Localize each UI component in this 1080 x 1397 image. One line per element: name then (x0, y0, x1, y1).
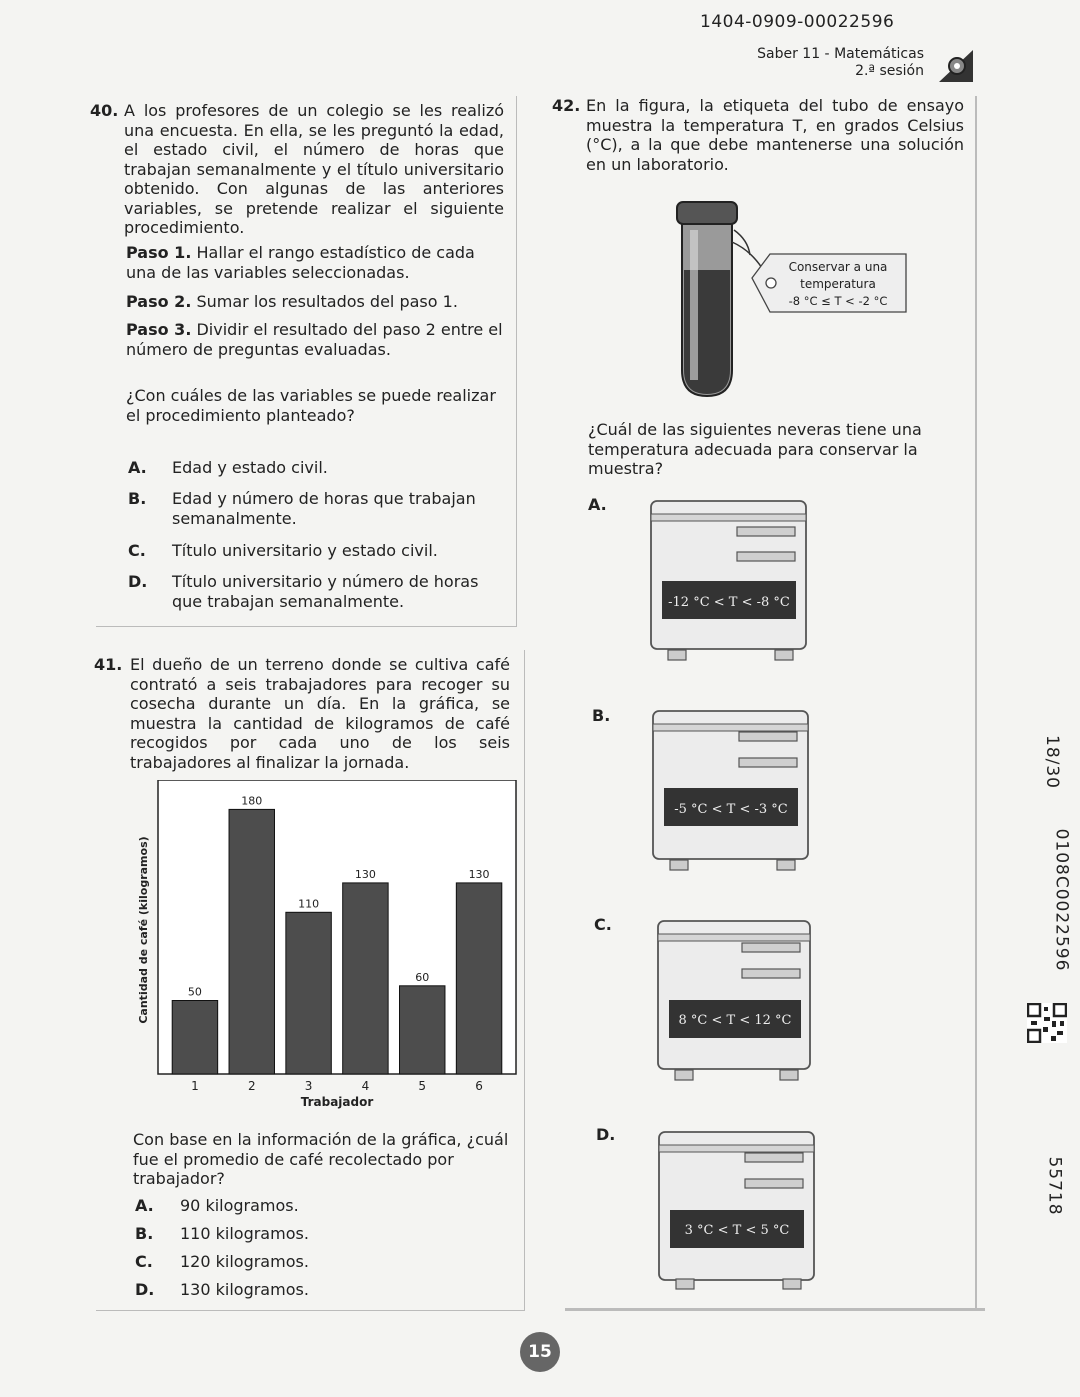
option-text: 90 kilogramos. (180, 1196, 299, 1215)
option-text: Título universitario y número de horas que trabajan semanalmente. (172, 572, 479, 611)
fridge-b-range: -5 °C < T < -3 °C (674, 802, 788, 817)
booklet-code-side: 0108C0022596 (1051, 828, 1072, 972)
q42-bottom-rule (565, 1308, 985, 1310)
bar-worker-1 (172, 1001, 217, 1075)
bar-value-label: 50 (187, 985, 202, 999)
bar-value-label: 180 (241, 794, 263, 808)
y-axis-label: Cantidad de café (kilogramos) (137, 836, 150, 1024)
qr-code-icon (1027, 1003, 1067, 1043)
x-tick-label: 4 (361, 1079, 370, 1093)
bar-worker-4 (343, 883, 388, 1074)
step-3-label: Paso 3. (126, 320, 192, 339)
q41-option-a[interactable] (135, 1196, 435, 1216)
subject-title: Saber 11 - Matemáticas (757, 46, 924, 62)
fridge-b (652, 710, 812, 875)
option-label: D. (596, 1125, 616, 1144)
option-text: Título universitario y estado civil. (172, 541, 438, 560)
document-id: 1404-0909-00022596 (700, 12, 895, 32)
step-2-label: Paso 2. (126, 292, 192, 311)
q42-option-b[interactable] (592, 706, 822, 876)
icfes-logo-icon (937, 48, 975, 84)
option-label: B. (128, 489, 147, 508)
x-tick-label: 1 (191, 1079, 199, 1093)
q40-option-c[interactable] (128, 541, 508, 561)
q40-option-d[interactable] (128, 572, 508, 611)
q42-option-c[interactable] (594, 915, 824, 1085)
exam-subject (757, 46, 924, 80)
option-label: B. (135, 1224, 154, 1243)
option-text: Edad y número de horas que trabajan semanalmente. (172, 489, 476, 528)
q40-stem: A los profesores de un colegio se les realizó una encuesta. En ella, se les preguntó la edad, el estado civil, el número de horas que trabajan semanalmente y el título universitario obtenido. Con algunas de las anteriores variables, se pretende realizar el siguiente procedimiento. (124, 101, 504, 237)
q41-question: Con base en la información de la gráfica, ¿cuál fue el promedio de café recolectado por trabajador? (133, 1130, 509, 1188)
q42-option-d[interactable] (596, 1125, 826, 1295)
option-label: D. (128, 572, 148, 591)
x-tick-label: 2 (247, 1079, 256, 1093)
option-text: Edad y estado civil. (172, 458, 328, 477)
fridge-a-range: -12 °C < T < -8 °C (668, 595, 790, 610)
option-text: 120 kilogramos. (180, 1252, 309, 1271)
bar-value-label: 130 (354, 867, 376, 881)
fridge-c (657, 920, 817, 1085)
q41-number: 41. (94, 655, 123, 674)
bar-worker-3 (286, 912, 331, 1074)
tag-text-1: Conservar a una (788, 260, 888, 274)
option-text: 130 kilogramos. (180, 1280, 309, 1299)
q42-right-rule (975, 96, 977, 1308)
step-2-text: Sumar los resultados del paso 1. (196, 292, 458, 311)
tag-text-3: -8 °C ≤ T < -2 °C (788, 294, 888, 308)
step-1-text: Hallar el rango estadístico de cada una de las variables seleccionadas. (126, 243, 475, 282)
bar-worker-2 (229, 809, 274, 1074)
q40-question: ¿Con cuáles de las variables se puede realizar el procedimiento planteado? (126, 386, 496, 425)
q42-question: ¿Cuál de las siguientes neveras tiene una temperatura adecuada para conservar la muestra? (588, 420, 922, 478)
q42-stem: En la figura, la etiqueta del tubo de ensayo muestra la temperatura T, en grados Celsius (°C), a la que debe mantenerse una solución en un laboratorio. (586, 96, 964, 174)
q40-step-2 (126, 292, 506, 312)
page-count-side: 18/30 (1042, 735, 1062, 789)
x-tick-label: 6 (475, 1079, 483, 1093)
bar-worker-6 (456, 883, 501, 1074)
x-tick-label: 5 (418, 1079, 427, 1093)
fridge-d-range: 3 °C < T < 5 °C (684, 1223, 790, 1238)
bar-worker-5 (400, 986, 445, 1074)
option-label: A. (588, 495, 607, 514)
q41-option-b[interactable] (135, 1224, 435, 1244)
q41-option-c[interactable] (135, 1252, 435, 1272)
q41-option-d[interactable] (135, 1280, 435, 1300)
option-label: D. (135, 1280, 155, 1299)
q40-option-a[interactable] (128, 458, 508, 478)
option-label: C. (128, 541, 146, 560)
q41-stem: El dueño de un terreno donde se cultiva café contrató a seis trabajadores para recoger su cosecha durante un día. En la gráfica, se muestra la cantidad de kilogramos de café recogidos por cada uno de los seis trabajadores al finalizar la jornada. (130, 655, 510, 772)
q42-number: 42. (552, 96, 581, 115)
bar-value-label: 130 (468, 867, 490, 881)
tube-cap (677, 202, 737, 224)
x-tick-label: 3 (304, 1079, 313, 1093)
q40-step-1 (126, 243, 506, 282)
q40-step-3 (126, 320, 506, 359)
q40-number: 40. (90, 101, 119, 120)
option-label: A. (135, 1196, 154, 1215)
tag-text-2: temperatura (800, 277, 876, 291)
page-number: 15 (520, 1332, 560, 1372)
bar-value-label: 110 (298, 897, 320, 911)
x-axis-label: Trabajador (300, 1095, 374, 1109)
test-tube-figure (670, 200, 915, 400)
fridge-d (658, 1131, 818, 1296)
step-1-label: Paso 1. (126, 243, 192, 262)
option-label: C. (594, 915, 612, 934)
session-label: 2.ª sesión (855, 63, 924, 79)
q42-option-a[interactable] (588, 495, 818, 665)
option-label: A. (128, 458, 147, 477)
option-label: C. (135, 1252, 153, 1271)
fridge-a (650, 500, 810, 665)
coffee-bar-chart (125, 780, 520, 1115)
q40-option-b[interactable] (128, 489, 508, 528)
fridge-c-range: 8 °C < T < 12 °C (678, 1013, 792, 1028)
step-3-text: Dividir el resultado del paso 2 entre el número de preguntas evaluadas. (126, 320, 503, 359)
serial-number-side: 55718 (1044, 1156, 1065, 1216)
option-label: B. (592, 706, 611, 725)
bar-value-label: 60 (415, 970, 430, 984)
option-text: 110 kilogramos. (180, 1224, 309, 1243)
